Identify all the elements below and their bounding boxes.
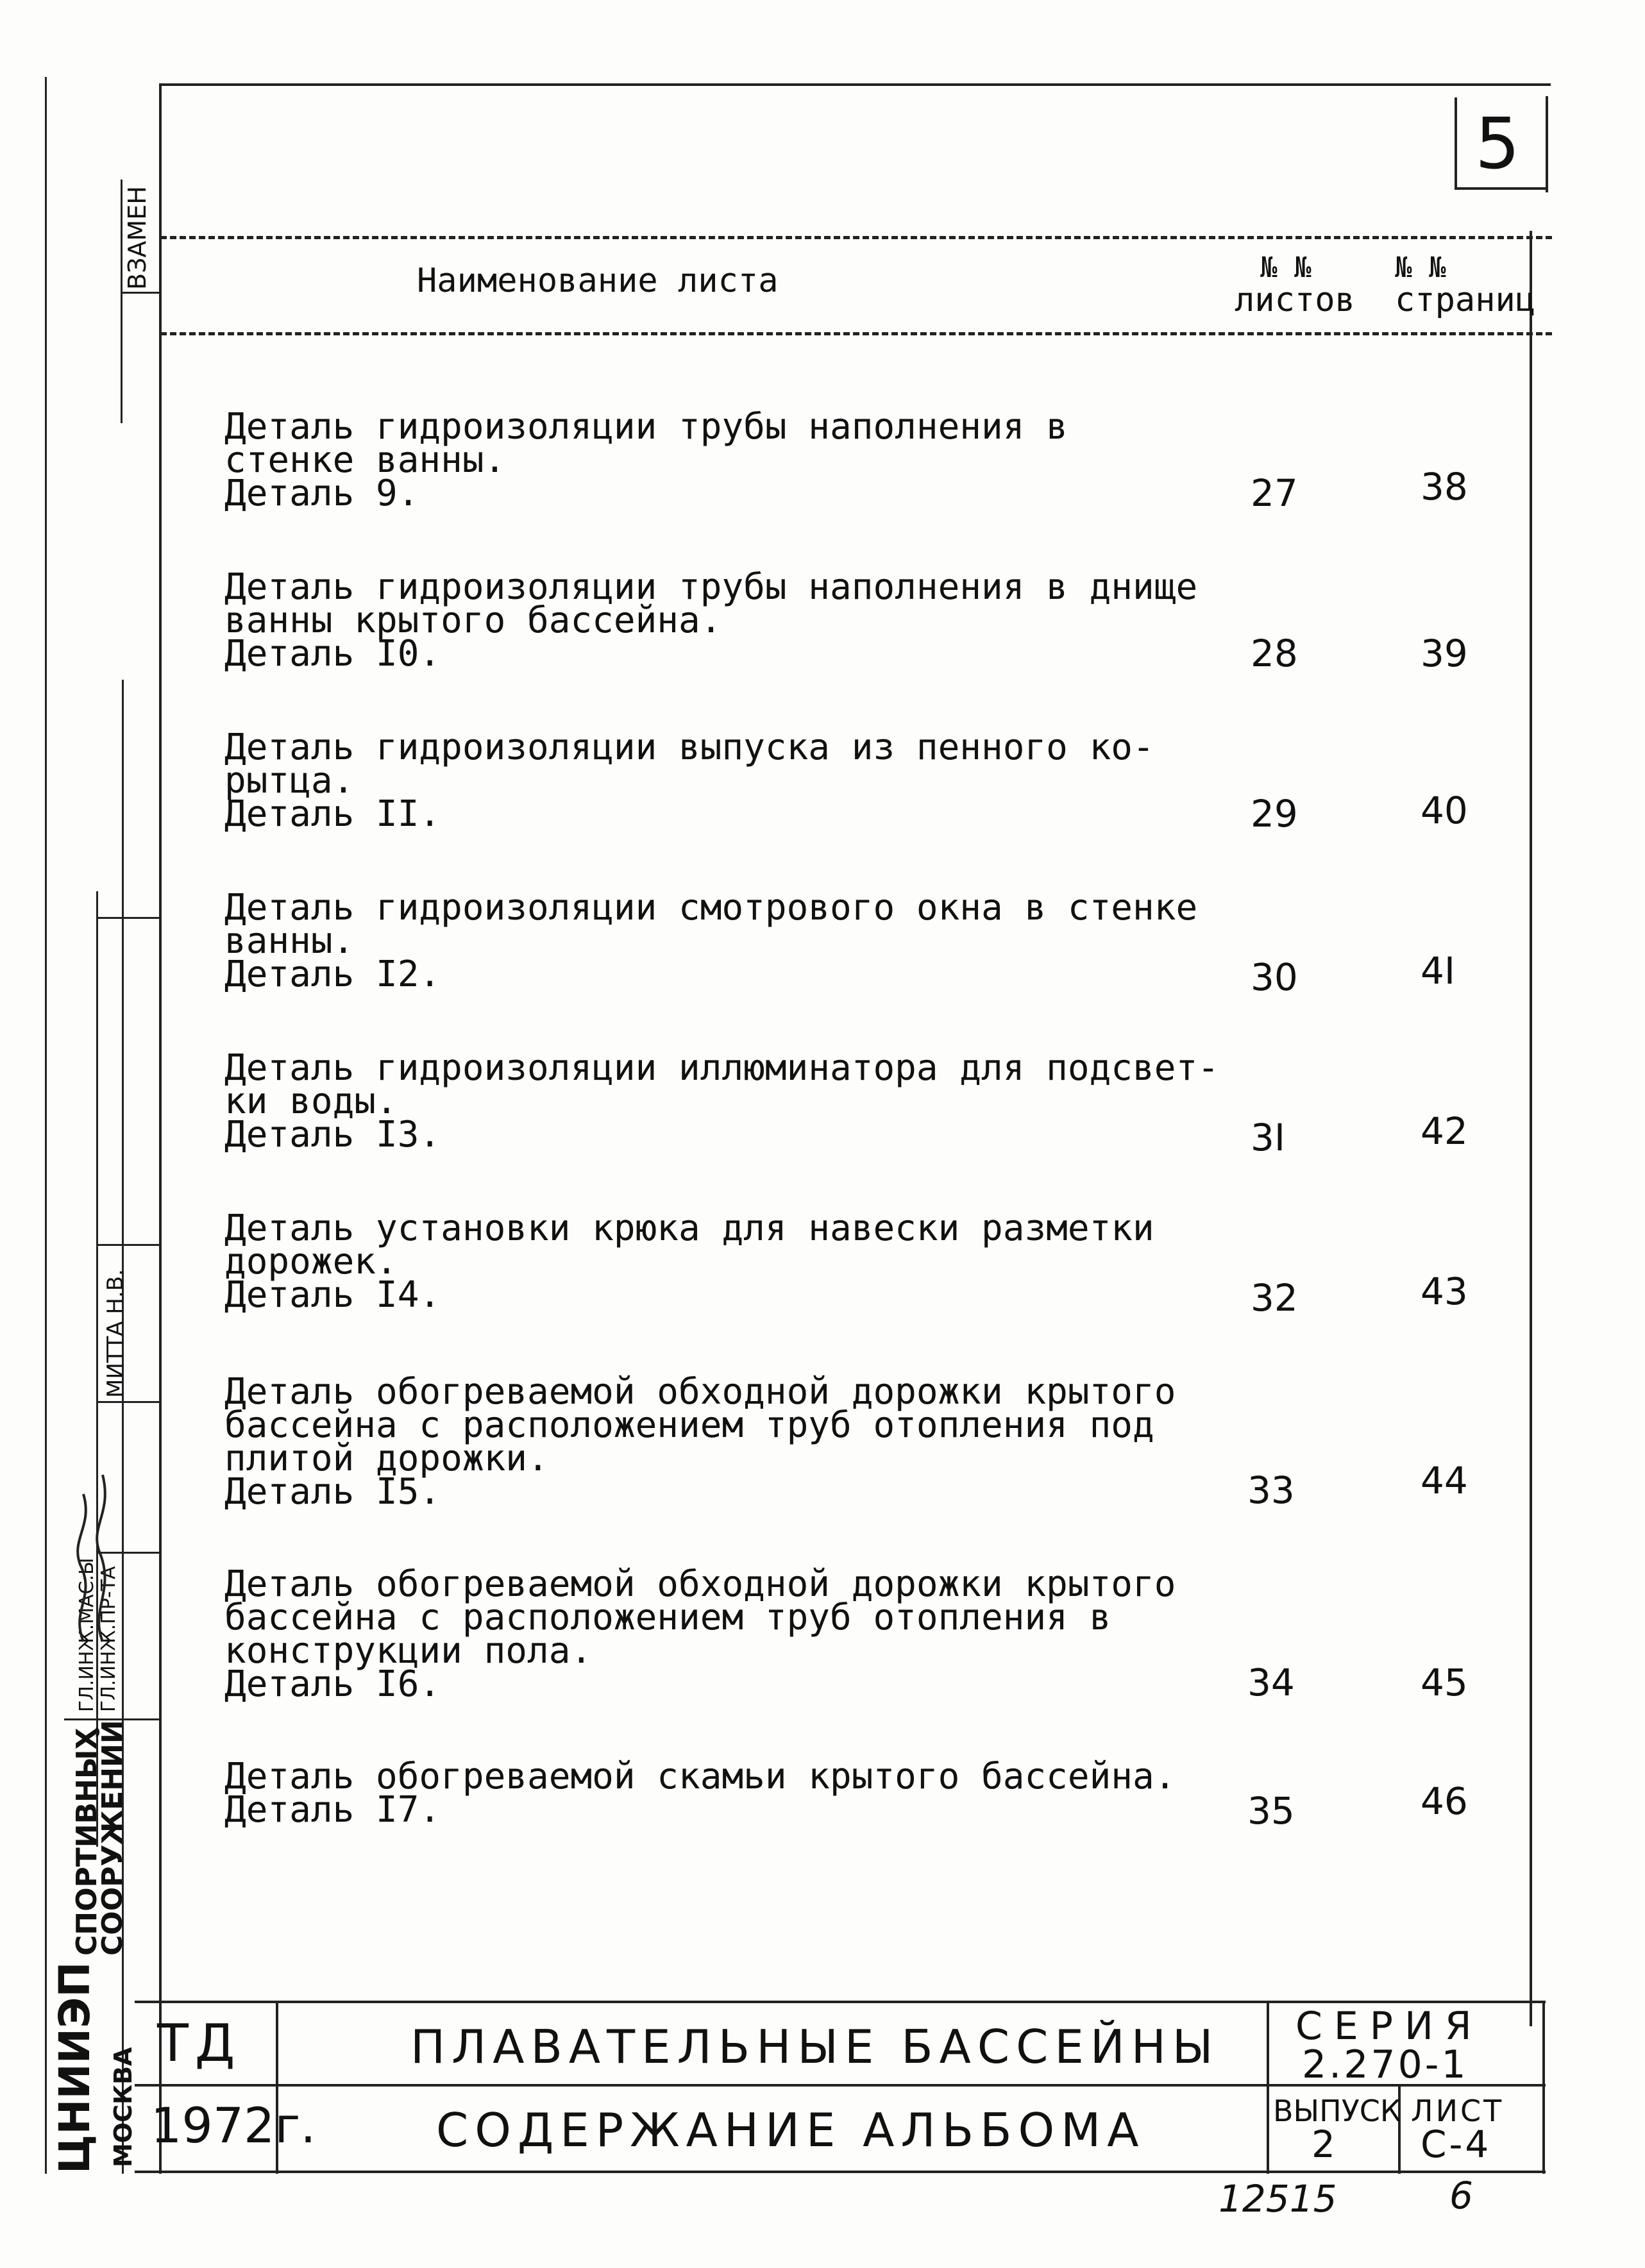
entry-sheet-number: 33 xyxy=(1247,1468,1295,1512)
entry-page-number: 4I xyxy=(1421,949,1456,993)
entry-page-number: 40 xyxy=(1421,789,1468,832)
entry-page-number: 44 xyxy=(1421,1459,1468,1502)
header-sheets-no: № № xyxy=(1260,251,1312,284)
title-block-right-edge xyxy=(1542,2001,1545,2174)
margin-tick-b xyxy=(96,917,160,919)
entry-title: Деталь гидроизоляции иллюминатора для подсвет- ки воды. Деталь I3. xyxy=(224,1047,1219,1155)
header-pages-no: № № xyxy=(1395,251,1446,284)
header-sheets-column: листов xyxy=(1235,281,1355,319)
series-value: 2.270-1 xyxy=(1302,2042,1469,2087)
entry-page-number: 46 xyxy=(1421,1779,1468,1823)
sheet-number-box-right xyxy=(1546,96,1548,192)
margin-org-line1: СПОРТИВНЫХ xyxy=(71,1727,103,1956)
issue-label: ВЫПУСК xyxy=(1273,2094,1401,2128)
header-bottom-rule xyxy=(160,332,1552,335)
binding-edge-line xyxy=(45,77,47,2174)
margin-role1: ГЛ.ИНЖ.МАС.Ы xyxy=(76,1558,98,1712)
margin-tick-c xyxy=(96,1244,160,1246)
entry-title: Деталь обогреваемой обходной дорожки крытого бассейна с расположением труб отопления в конструкции пола. Деталь I6. xyxy=(224,1563,1176,1705)
entry-page-number: 42 xyxy=(1421,1109,1468,1153)
frame-top-line xyxy=(159,83,1551,86)
header-pages-column: страниц xyxy=(1395,281,1536,319)
entry-sheet-number: 32 xyxy=(1251,1276,1298,1320)
footer-page: 6 xyxy=(1449,2174,1473,2217)
doc-year: 1972г. xyxy=(151,2097,316,2154)
doc-subtitle: СОДЕРЖАНИЕ АЛЬБОМА xyxy=(436,2103,1145,2157)
frame-right-line xyxy=(1530,231,1532,2026)
sheet-number: 5 xyxy=(1475,103,1520,185)
series-label: СЕРИЯ xyxy=(1295,2004,1483,2049)
issue-value: 2 xyxy=(1312,2122,1342,2166)
margin-vzamen: ВЗАМЕН xyxy=(123,186,151,290)
entry-page-number: 43 xyxy=(1421,1270,1468,1313)
margin-line-a xyxy=(121,180,122,423)
entry-title: Деталь установки крюка для навески разметки дорожек. Деталь I4. xyxy=(224,1207,1154,1316)
frame-left-line xyxy=(159,83,162,2174)
title-block-top-line xyxy=(135,2001,1546,2003)
entry-sheet-number: 29 xyxy=(1251,792,1298,836)
entry-title: Деталь обогреваемой скамьи крытого бассейна. Деталь I7. xyxy=(224,1756,1176,1831)
entry-page-number: 38 xyxy=(1421,465,1468,508)
entry-title: Деталь обогреваемой обходной дорожки крытого бассейна с расположением труб отопления под плитой дорожки. Деталь I5. xyxy=(224,1371,1176,1513)
entry-page-number: 45 xyxy=(1421,1661,1468,1704)
entry-sheet-number: 27 xyxy=(1251,471,1298,515)
entry-title: Деталь гидроизоляции трубы наполнения в стенке ванны. Деталь 9. xyxy=(224,406,1068,514)
header-name-column: Наименование листа xyxy=(417,262,779,300)
sheet-value: С-4 xyxy=(1421,2122,1492,2166)
entry-sheet-number: 35 xyxy=(1247,1789,1295,1833)
margin-org-line2: СООРУЖЕНИЙ xyxy=(96,1720,129,1956)
entry-sheet-number: 30 xyxy=(1251,955,1298,999)
margin-tick-a xyxy=(121,292,160,294)
margin-tick-d xyxy=(96,1401,160,1403)
entry-page-number: 39 xyxy=(1421,632,1468,675)
title-block-divider-right xyxy=(1267,2001,1269,2174)
margin-org-name: ЦНИИЭП xyxy=(50,1961,99,2174)
entry-title: Деталь гидроизоляции смотрового окна в стенке ванны. Деталь I2. xyxy=(224,887,1198,995)
entry-sheet-number: 28 xyxy=(1251,632,1298,675)
margin-city: МОСКВА xyxy=(109,2047,137,2167)
entry-sheet-number: 34 xyxy=(1247,1661,1295,1704)
doc-title: ПЛАВАТЕЛЬНЫЕ БАССЕЙНЫ xyxy=(410,2020,1220,2074)
header-top-rule xyxy=(160,236,1552,239)
sheet-label: ЛИСТ xyxy=(1411,2094,1505,2128)
title-block-bottom-line xyxy=(135,2171,1546,2173)
entry-sheet-number: 3I xyxy=(1251,1116,1286,1159)
entry-title: Деталь гидроизоляции выпуска из пенного ко- рытца. Деталь II. xyxy=(224,727,1154,835)
entry-title: Деталь гидроизоляции трубы наполнения в днище ванны крытого бассейна. Деталь I0. xyxy=(224,566,1198,675)
signature-marks xyxy=(64,1449,122,1654)
margin-engineer: МИТТА Н.В. xyxy=(103,1269,128,1398)
footer-number: 12515 xyxy=(1219,2177,1337,2221)
margin-role2: ГЛ.ИНЖ.ПР-ТА xyxy=(97,1566,120,1712)
doc-code: ТД xyxy=(157,2013,242,2073)
